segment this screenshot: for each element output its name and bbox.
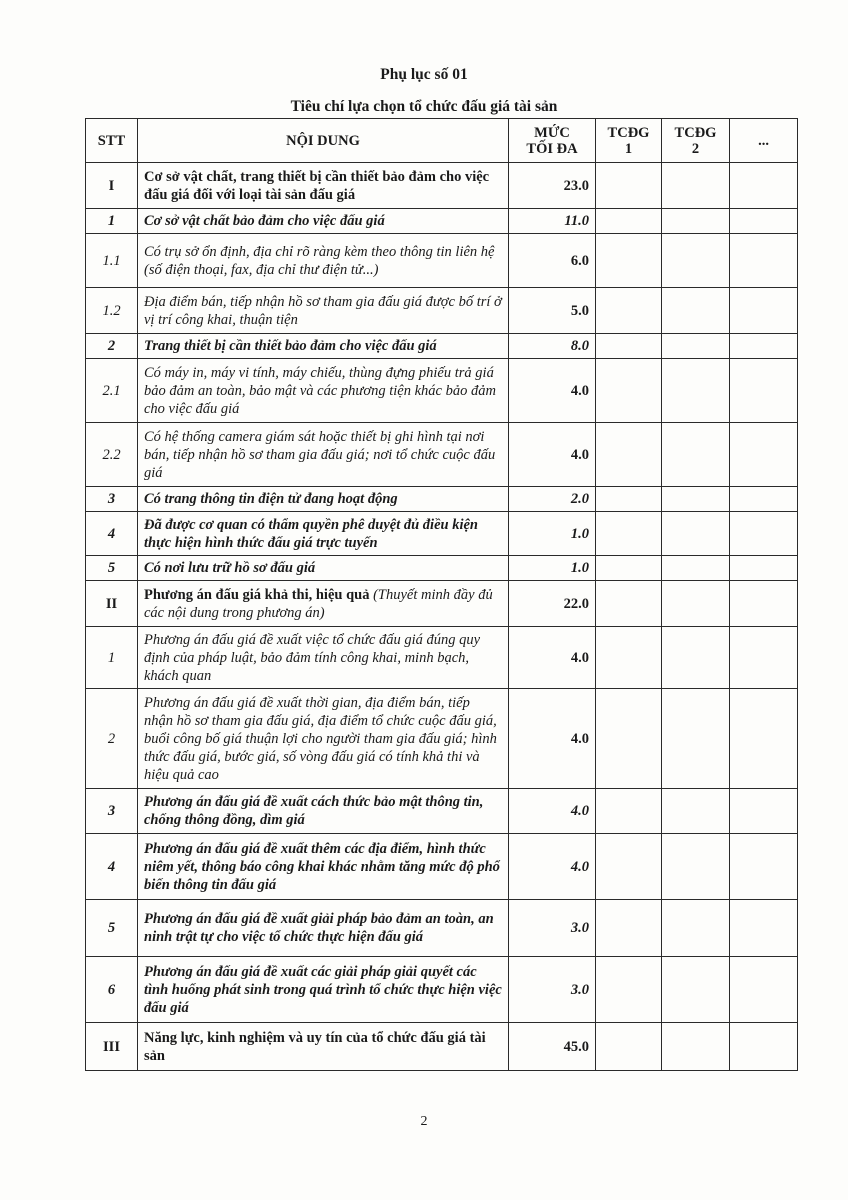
row-content-text: Phương án đấu giá đề xuất giải pháp bảo đảm an toàn, an ninh trật tự cho việc tổ chức thực hiện đấu giá [144, 911, 494, 945]
tcdg-1-cell[interactable] [596, 234, 662, 288]
row-content [138, 288, 509, 334]
tcdg-1-cell[interactable] [596, 334, 662, 359]
tcdg2-line1: TCĐG [674, 124, 717, 141]
row-stt: 3 [86, 789, 138, 834]
tcdg-2-cell[interactable] [662, 359, 730, 423]
table-header-row [86, 119, 798, 163]
tcdg-1-cell[interactable] [596, 359, 662, 423]
row-max-score: 4.0 [509, 359, 596, 423]
row-content-text: Năng lực, kinh nghiệm và uy tín của tổ chức đấu giá tài sản [144, 1029, 486, 1064]
more-cell[interactable] [730, 627, 798, 689]
tcdg-1-cell[interactable] [596, 900, 662, 957]
row-content-text: Trang thiết bị cần thiết bảo đảm cho việc đấu giá [144, 338, 437, 354]
row-content [138, 834, 509, 900]
more-cell[interactable] [730, 512, 798, 556]
row-content-text: Phương án đấu giá đề xuất cách thức bảo mật thông tin, chống thông đồng, dìm giá [144, 794, 484, 828]
more-cell[interactable] [730, 334, 798, 359]
more-cell[interactable] [730, 581, 798, 627]
row-content-text: Đã được cơ quan có thẩm quyền phê duyệt đủ điều kiện thực hiện hình thức đấu giá trực tuyến [144, 516, 478, 551]
table-row [86, 957, 798, 1023]
row-content [138, 334, 509, 359]
tcdg-1-cell[interactable] [596, 581, 662, 627]
column-header-max-score [509, 119, 596, 163]
tcdg-1-cell[interactable] [596, 834, 662, 900]
tcdg-1-cell[interactable] [596, 423, 662, 487]
row-max-score: 3.0 [509, 900, 596, 957]
table-row [86, 789, 798, 834]
row-stt: 1 [86, 627, 138, 689]
row-max-score: 23.0 [509, 163, 596, 209]
row-content-text: Có trang thông tin điện tử đang hoạt động [144, 491, 398, 507]
row-content [138, 359, 509, 423]
row-stt: 4 [86, 512, 138, 556]
row-content-text: Có nơi lưu trữ hồ sơ đấu giá [144, 560, 316, 576]
more-cell[interactable] [730, 834, 798, 900]
table-row [86, 581, 798, 627]
row-content [138, 423, 509, 487]
tcdg1-line2: 1 [624, 140, 633, 157]
row-max-score: 1.0 [509, 556, 596, 581]
tcdg-1-cell[interactable] [596, 487, 662, 512]
row-stt: 2.2 [86, 423, 138, 487]
row-content-text: Có hệ thống camera giám sát hoặc thiết bị ghi hình tại nơi bán, tiếp nhận hồ sơ tham gia đấu giá; nơi tổ chức cuộc đấu giá [144, 428, 496, 481]
row-max-score: 6.0 [509, 234, 596, 288]
max-score-line1: MỨC [534, 124, 570, 141]
row-content-text: Phương án đấu giá đề xuất các giải pháp giải quyết các tình huống phát sinh trong quá trình tổ chức thực hiện việc đấu giá [144, 963, 502, 1016]
max-score-line2: TỐI ĐA [526, 140, 578, 157]
tcdg-1-cell[interactable] [596, 163, 662, 209]
row-content-text: Có máy in, máy vi tính, máy chiếu, thùng đựng phiếu trả giá bảo đảm an toàn, bảo mật và các phương tiện khác bảo đảm cho việc đấu giá [144, 364, 496, 417]
tcdg-1-cell[interactable] [596, 288, 662, 334]
tcdg1-line1: TCĐG [607, 124, 650, 141]
row-content [138, 1023, 509, 1071]
tcdg-2-cell[interactable] [662, 209, 730, 234]
row-stt: 6 [86, 957, 138, 1023]
document-title: Tiêu chí lựa chọn tổ chức đấu giá tài sản [290, 98, 558, 115]
row-content [138, 163, 509, 209]
page-number: 2 [420, 1114, 428, 1129]
tcdg-2-cell[interactable] [662, 957, 730, 1023]
tcdg-2-cell[interactable] [662, 627, 730, 689]
row-content [138, 957, 509, 1023]
more-cell[interactable] [730, 163, 798, 209]
row-stt: 4 [86, 834, 138, 900]
tcdg-2-cell[interactable] [662, 487, 730, 512]
column-header-content: NỘI DUNG [138, 119, 509, 163]
column-header-tcdg-2 [662, 119, 730, 163]
row-max-score: 3.0 [509, 957, 596, 1023]
row-content [138, 689, 509, 789]
table-row [86, 627, 798, 689]
table-row [86, 209, 798, 234]
row-max-score: 4.0 [509, 689, 596, 789]
table-row [86, 288, 798, 334]
more-cell[interactable] [730, 234, 798, 288]
row-stt: 2 [86, 689, 138, 789]
tcdg-2-cell[interactable] [662, 834, 730, 900]
criteria-table [85, 118, 798, 1071]
row-content-text: Cơ sở vật chất, trang thiết bị cần thiết bảo đảm cho việc đấu giá đối với loại tài sản đấu giá [144, 168, 490, 203]
more-cell[interactable] [730, 1023, 798, 1071]
row-content-note: (Thuyết minh đầy đủ các nội dung trong phương án) [144, 586, 493, 621]
row-content [138, 209, 509, 234]
tcdg-2-cell[interactable] [662, 423, 730, 487]
tcdg-2-cell[interactable] [662, 789, 730, 834]
row-stt: 5 [86, 556, 138, 581]
row-max-score: 4.0 [509, 789, 596, 834]
row-max-score: 1.0 [509, 512, 596, 556]
column-header-more: ... [730, 119, 798, 163]
row-stt: 5 [86, 900, 138, 957]
row-stt: 3 [86, 487, 138, 512]
row-content [138, 627, 509, 689]
row-content [138, 556, 509, 581]
row-stt: III [86, 1023, 138, 1071]
table-row [86, 234, 798, 288]
column-header-stt: STT [86, 119, 138, 163]
row-max-score: 22.0 [509, 581, 596, 627]
criteria-body [86, 163, 798, 1071]
table-row [86, 556, 798, 581]
tcdg-2-cell[interactable] [662, 334, 730, 359]
tcdg-1-cell[interactable] [596, 556, 662, 581]
table-row [86, 423, 798, 487]
row-stt: I [86, 163, 138, 209]
tcdg-1-cell[interactable] [596, 512, 662, 556]
row-max-score: 4.0 [509, 423, 596, 487]
row-max-score: 2.0 [509, 487, 596, 512]
tcdg-2-cell[interactable] [662, 512, 730, 556]
table-row [86, 487, 798, 512]
row-content [138, 234, 509, 288]
row-max-score: 45.0 [509, 1023, 596, 1071]
row-content [138, 789, 509, 834]
tcdg-2-cell[interactable] [662, 234, 730, 288]
table-row [86, 512, 798, 556]
row-content-text: Phương án đấu giá đề xuất thêm các địa điểm, hình thức niêm yết, thông báo công khai khác nhằm tăng mức độ phổ biến thông tin đấu giá [144, 840, 500, 893]
tcdg-2-cell[interactable] [662, 556, 730, 581]
row-stt: 2.1 [86, 359, 138, 423]
more-cell[interactable] [730, 209, 798, 234]
row-max-score: 5.0 [509, 288, 596, 334]
column-header-tcdg-1 [596, 119, 662, 163]
row-stt: 1.1 [86, 234, 138, 288]
row-stt: II [86, 581, 138, 627]
table-row [86, 334, 798, 359]
table-row [86, 1023, 798, 1071]
row-content-text: Có trụ sở ổn định, địa chỉ rõ ràng kèm theo thông tin liên hệ (số điện thoại, fax, địa chỉ thư điện tử...) [144, 243, 495, 278]
tcdg-1-cell[interactable] [596, 209, 662, 234]
more-cell[interactable] [730, 556, 798, 581]
row-max-score: 11.0 [509, 209, 596, 234]
table-row [86, 834, 798, 900]
row-content-text: Cơ sở vật chất bảo đảm cho việc đấu giá [144, 213, 385, 229]
more-cell[interactable] [730, 288, 798, 334]
more-cell[interactable] [730, 789, 798, 834]
tcdg-1-cell[interactable] [596, 957, 662, 1023]
row-content-text: Phương án đấu giá đề xuất thời gian, địa điểm bán, tiếp nhận hồ sơ tham gia đấu giá, địa điểm tổ chức cuộc đấu giá, buổi công bố giá thuận lợi cho người tham gia đấu giá; hình thức đấu giá, bước giá, số vòng đấu giá có tính khả thi và hiệu quả cao [144, 694, 497, 783]
table-row [86, 163, 798, 209]
table-row [86, 359, 798, 423]
tcdg-2-cell[interactable] [662, 163, 730, 209]
row-content [138, 487, 509, 512]
row-max-score: 8.0 [509, 334, 596, 359]
more-cell[interactable] [730, 957, 798, 1023]
table-row [86, 900, 798, 957]
more-cell[interactable] [730, 359, 798, 423]
tcdg-1-cell[interactable] [596, 789, 662, 834]
tcdg-2-cell[interactable] [662, 689, 730, 789]
appendix-label: Phụ lục số 01 [380, 66, 468, 83]
tcdg-1-cell[interactable] [596, 689, 662, 789]
row-stt: 2 [86, 334, 138, 359]
tcdg-1-cell[interactable] [596, 627, 662, 689]
table-row [86, 689, 798, 789]
more-cell[interactable] [730, 900, 798, 957]
more-cell[interactable] [730, 487, 798, 512]
row-content [138, 512, 509, 556]
more-cell[interactable] [730, 689, 798, 789]
tcdg-2-cell[interactable] [662, 288, 730, 334]
row-content-text: Địa điểm bán, tiếp nhận hồ sơ tham gia đấu giá được bố trí ở vị trí công khai, thuận tiện [144, 293, 502, 328]
row-stt: 1 [86, 209, 138, 234]
row-content [138, 581, 509, 627]
row-content [138, 900, 509, 957]
row-stt: 1.2 [86, 288, 138, 334]
tcdg-2-cell[interactable] [662, 1023, 730, 1071]
tcdg2-line2: 2 [691, 140, 700, 157]
tcdg-2-cell[interactable] [662, 581, 730, 627]
tcdg-2-cell[interactable] [662, 900, 730, 957]
row-max-score: 4.0 [509, 834, 596, 900]
row-content-text: Phương án đấu giá khả thi, hiệu quả [144, 586, 374, 603]
more-cell[interactable] [730, 423, 798, 487]
row-max-score: 4.0 [509, 627, 596, 689]
tcdg-1-cell[interactable] [596, 1023, 662, 1071]
row-content-text: Phương án đấu giá đề xuất việc tổ chức đấu giá đúng quy định của pháp luật, bảo đảm tính công khai, minh bạch, khách quan [144, 631, 481, 684]
